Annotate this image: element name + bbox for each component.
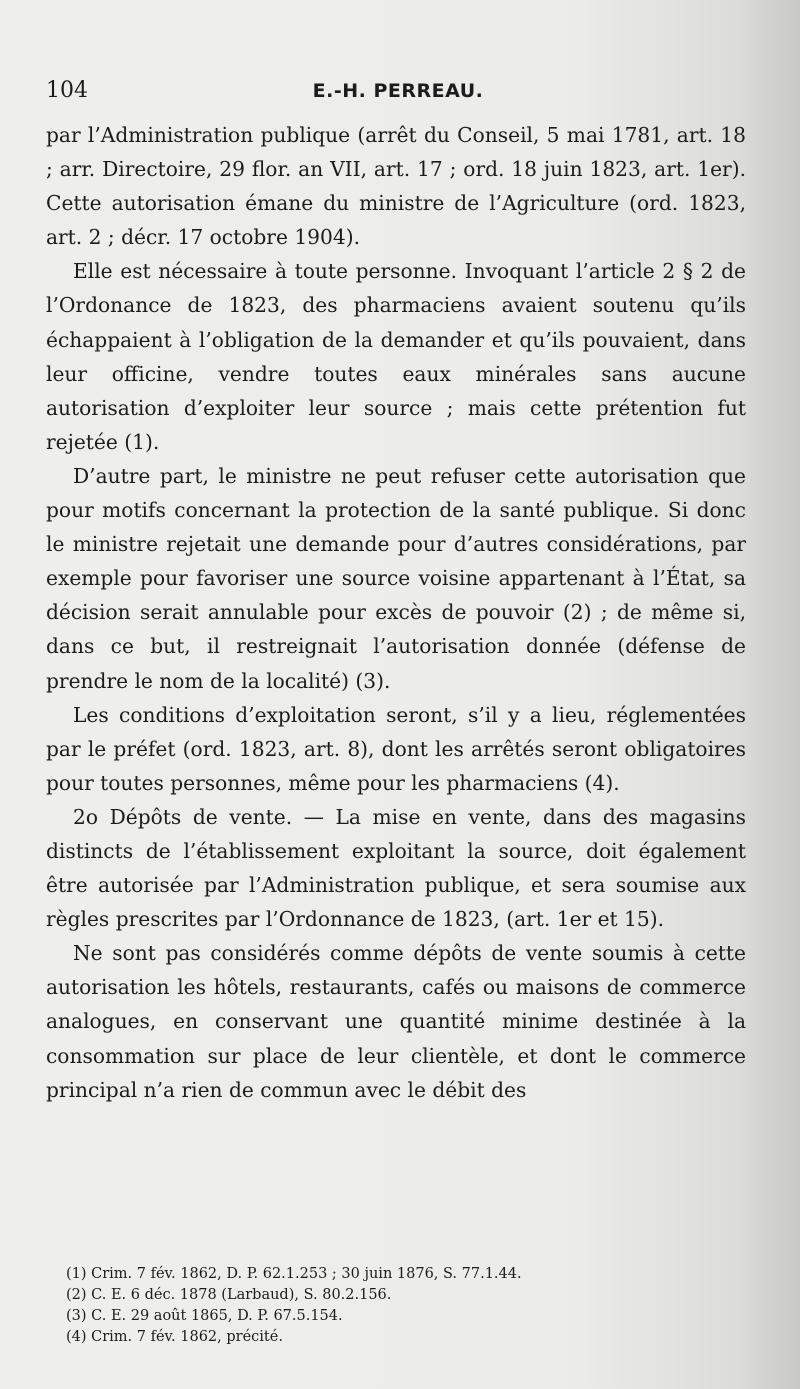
page-number: 104 — [46, 78, 88, 103]
footnote-2: (2) C. E. 6 déc. 1878 (Larbaud), S. 80.2.156. — [66, 1287, 392, 1303]
paragraph-5-depots-de-vente: 2o Dépôts de vente. — La mise en vente, dans des magasins distincts de l’établissement exploitant la source, doit également être autorisée par l’Administration publique, et sera soumise aux règles prescrites par l’Ordonnance de 1823, (art. 1er et 15). — [46, 804, 746, 932]
paragraph-1: par l’Administration publique (arrêt du Conseil, 5 mai 1781, art. 18 ; arr. Directoire, 29 flor. an VII, art. 17 ; ord. 18 juin 1823, art. 1er). Cette autorisation émane du ministre de l’Agriculture (ord. 1823, art. 2 ; décr. 17 octobre 1904). — [46, 123, 746, 250]
footnotes — [66, 1264, 726, 1348]
footnote-4: (4) Crim. 7 fév. 1862, précité. — [66, 1329, 283, 1345]
paragraph-6: Ne sont pas considérés comme dépôts de vente soumis à cette autorisation les hôtels, restaurants, cafés ou maisons de commerce analogues, en conservant une quantité minime destinée à la consommation sur place de leur clientèle, et dont le commerce principal n’a rien de commun avec le débit des — [46, 941, 746, 1102]
paragraph-3: D’autre part, le ministre ne peut refuser cette autorisation que pour motifs concernant la protection de la santé publique. Si donc le ministre rejetait une demande pour d’autres considérations, par exemple pour favoriser une source voisine appartenant à l’État, sa décision serait annulable pour excès de pouvoir (2) ; de même si, dans ce but, il restreignait l’autorisation donnée (défense de prendre le nom de la localité) (3). — [46, 463, 746, 693]
paragraph-2: Elle est nécessaire à toute personne. Invoquant l’article 2 § 2 de l’Ordonance de 1823, des pharmaciens avaient soutenu qu’ils échappaient à l’obligation de la demander et qu’ils pouvaient, dans leur officine, vendre toutes eaux minérales sans aucune autorisation d’exploiter leur source ; mais cette prétention fut rejetée (1). — [46, 259, 746, 454]
running-head: E.-H. PERREAU. — [312, 80, 484, 102]
footnote-3: (3) C. E. 29 août 1865, D. P. 67.5.154. — [66, 1308, 343, 1324]
body-text — [46, 118, 746, 1107]
footnote-1: (1) Crim. 7 fév. 1862, D. P. 62.1.253 ; 30 juin 1876, S. 77.1.44. — [66, 1266, 522, 1282]
page-header — [46, 78, 750, 108]
paragraph-4: Les conditions d’exploitation seront, s’il y a lieu, réglementées par le préfet (ord. 1823, art. 8), dont les arrêtés seront obligatoires pour toutes personnes, même pour les pharmaciens (4). — [46, 702, 746, 795]
